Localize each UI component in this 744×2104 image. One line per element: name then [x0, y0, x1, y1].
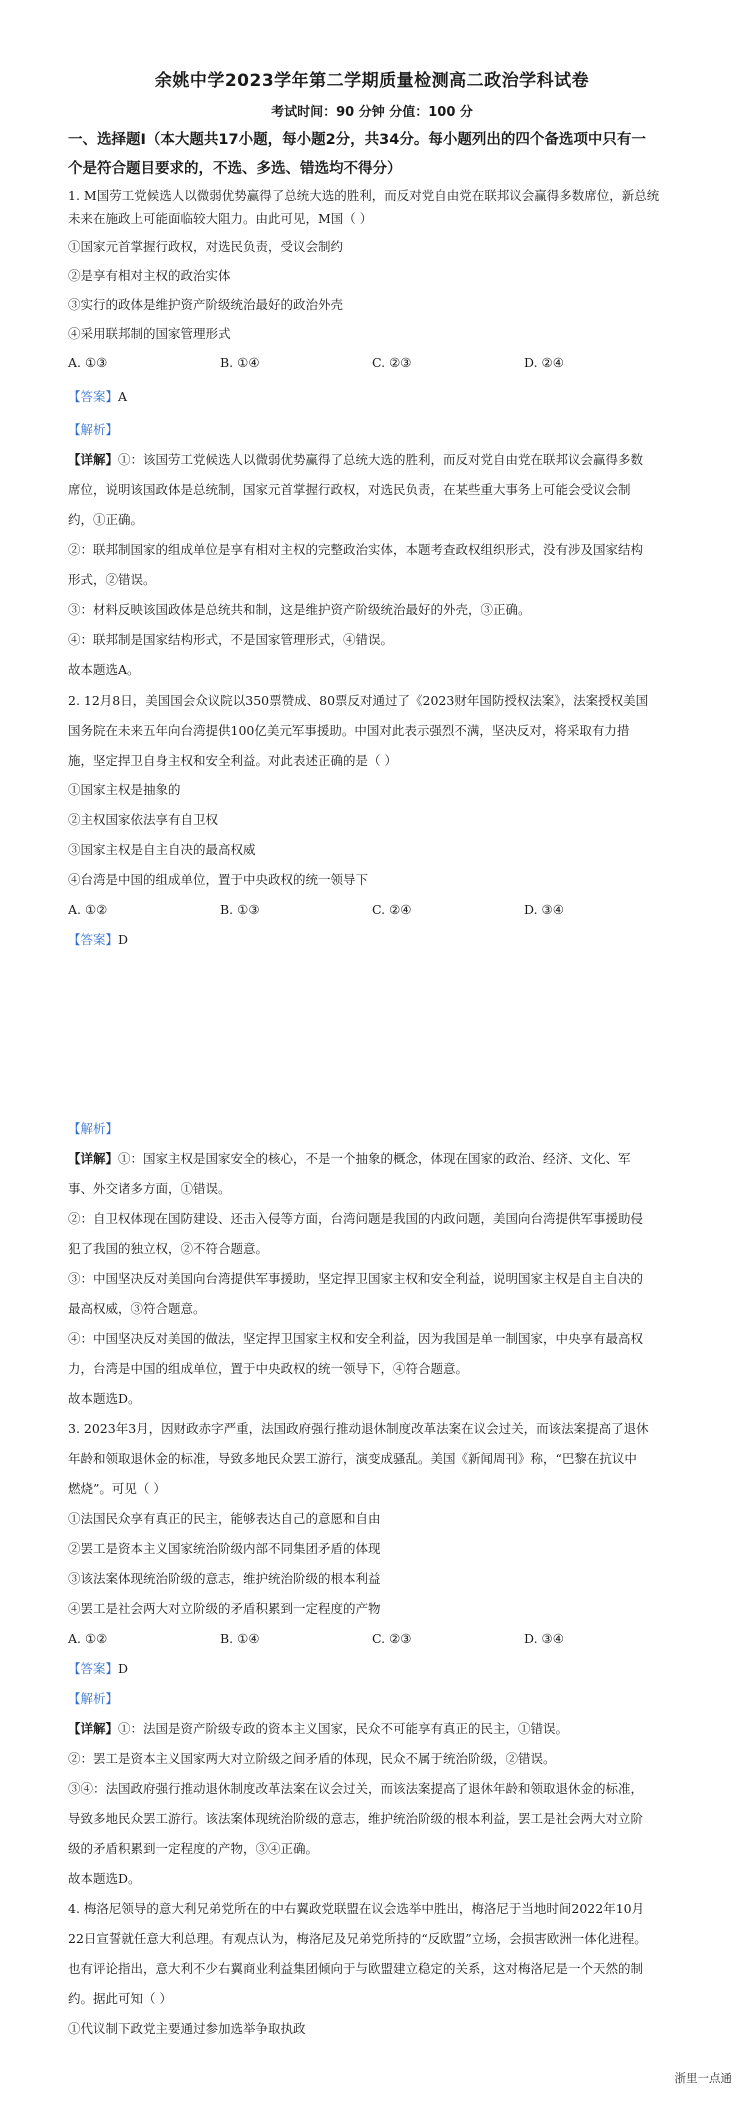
q1-detail-line: ④：联邦制是国家结构形式，不是国家管理形式，④错误。 — [68, 632, 394, 647]
q2-detail-line: 力，台湾是中国的组成单位，置于中央政权的统一领导下，④符合题意。 — [68, 1361, 469, 1376]
q3-item: ②罢工是资本主义国家统治阶级内部不同集团矛盾的体现 — [68, 1541, 381, 1556]
q2-detail-line — [68, 1150, 631, 1168]
q2-option-b: B. ①③ — [220, 902, 260, 917]
q3-detail-line: 级的矛盾积累到一定程度的产物，③④正确。 — [68, 1841, 319, 1856]
q1-detail-line: 形式，②错误。 — [68, 572, 156, 587]
q3-stem-line: 3. 2023年3月，因财政赤字严重，法国政府强行推动退休制度改革法案在议会过关，而该法案提高了退休 — [68, 1421, 649, 1436]
q2-detail-line: 事、外交诸多方面，①错误。 — [68, 1181, 231, 1196]
q2-item: ①国家主权是抽象的 — [68, 782, 181, 797]
q2-detail-line: 最高权威，③符合题意。 — [68, 1301, 206, 1316]
q1-item: ③实行的政体是维护资产阶级统治最好的政治外壳 — [68, 297, 344, 312]
q1-answer — [68, 388, 127, 406]
answer-tag: 【答案】 — [68, 1661, 119, 1676]
q2-item: ③国家主权是自主自决的最高权威 — [68, 842, 256, 857]
section-heading-line: 个是符合题目要求的，不选、多选、错选均不得分） — [68, 161, 402, 177]
q1-stem-line: 1. M国劳工党候选人以微弱优势赢得了总统大选的胜利，而反对党自由党在联邦议会赢得多数席位，新总统 — [68, 188, 660, 203]
q2-option-c: C. ②④ — [372, 902, 412, 917]
q2-detail-line: 故本题选D。 — [68, 1391, 141, 1406]
q2-item: ④台湾是中国的组成单位，置于中央政权的统一领导下 — [68, 872, 369, 887]
detail-tag: 【详解】 — [68, 1151, 119, 1166]
answer-value: D — [118, 932, 129, 947]
q1-analysis-tag: 【解析】 — [68, 422, 119, 437]
q3-option-a: A. ①② — [68, 1631, 108, 1646]
q3-option-c: C. ②③ — [372, 1631, 412, 1646]
detail-text: ①：法国是资产阶级专政的资本主义国家，民众不可能享有真正的民主，①错误。 — [118, 1721, 569, 1736]
q2-option-a: A. ①② — [68, 902, 108, 917]
q3-detail-line: ③④：法国政府强行推动退休制度改革法案在议会过关，而该法案提高了退休年龄和领取退休金的标准， — [68, 1781, 644, 1796]
q2-answer — [68, 931, 128, 949]
q3-detail-line — [68, 1720, 568, 1738]
q2-stem-line: 国务院在未来五年向台湾提供100亿美元军事援助。中国对此表示强烈不满，坚决反对，将采取有力措 — [68, 723, 630, 738]
q1-stem-line: 未来在施政上可能面临较大阻力。由此可见，M国（ ） — [68, 211, 373, 226]
q3-option-d: D. ③④ — [524, 1631, 564, 1646]
q3-item: ④罢工是社会两大对立阶级的矛盾积累到一定程度的产物 — [68, 1601, 381, 1616]
q1-option-c: C. ②③ — [372, 355, 412, 370]
answer-tag: 【答案】 — [68, 932, 119, 947]
q2-stem-line: 施，坚定捍卫自身主权和安全利益。对此表述正确的是（ ） — [68, 753, 397, 768]
q1-detail-line: ②：联邦制国家的组成单位是享有相对主权的完整政治实体，本题考查政权组织形式，没有涉及国家结构 — [68, 542, 644, 557]
q2-analysis-tag: 【解析】 — [68, 1121, 119, 1136]
q3-detail-line: ②：罢工是资本主义国家两大对立阶级之间矛盾的体现，民众不属于统治阶级，②错误。 — [68, 1751, 556, 1766]
detail-tag: 【详解】 — [68, 452, 119, 467]
answer-value: D — [118, 1661, 129, 1676]
q2-option-d: D. ③④ — [524, 902, 564, 917]
q3-stem-line: 年龄和领取退休金的标准，导致多地民众罢工游行，演变成骚乱。美国《新闻周刊》称，“巴黎在抗议中 — [68, 1451, 637, 1466]
q4-stem-line: 4. 梅洛尼领导的意大利兄弟党所在的中右翼政党联盟在议会选举中胜出，梅洛尼于当地时间2022年10月 — [68, 1901, 645, 1916]
q3-item: ③该法案体现统治阶级的意志，维护统治阶级的根本利益 — [68, 1571, 381, 1586]
q3-option-b: B. ①④ — [220, 1631, 260, 1646]
section-heading-line: 一、选择题Ⅰ（本大题共17小题，每小题2分，共34分。每小题列出的四个备选项中只有一 — [68, 132, 646, 148]
q4-stem-line: 约。据此可知（ ） — [68, 1991, 172, 2006]
q1-detail-line: 席位，说明该国政体是总统制，国家元首掌握行政权，对选民负责，在某些重大事务上可能会受议会制 — [68, 482, 631, 497]
q4-stem-line: 也有评论指出，意大利不少右翼商业利益集团倾向于与欧盟建立稳定的关系，这对梅洛尼是一个天然的制 — [68, 1961, 644, 1976]
q2-detail-line: ④：中国坚决反对美国的做法，坚定捍卫国家主权和安全利益，因为我国是单一制国家，中央享有最高权 — [68, 1331, 644, 1346]
q2-stem-line: 2. 12月8日，美国国会众议院以350票赞成、80票反对通过了《2023财年国防授权法案》，法案授权美国 — [68, 693, 649, 708]
q2-item: ②主权国家依法享有自卫权 — [68, 812, 219, 827]
detail-text: ①：该国劳工党候选人以微弱优势赢得了总统大选的胜利，而反对党自由党在联邦议会赢得多数 — [118, 452, 644, 467]
detail-text: ①：国家主权是国家安全的核心，不是一个抽象的概念，体现在国家的政治、经济、文化、军 — [118, 1151, 631, 1166]
q1-item: ④采用联邦制的国家管理形式 — [68, 326, 231, 341]
q3-item: ①法国民众享有真正的民主，能够表达自己的意愿和自由 — [68, 1511, 381, 1526]
q2-detail-line: ③：中国坚决反对美国向台湾提供军事援助，坚定捍卫国家主权和安全利益，说明国家主权是自主自决的 — [68, 1271, 644, 1286]
q3-analysis-tag: 【解析】 — [68, 1691, 119, 1706]
section-heading — [68, 126, 682, 184]
q3-stem-line: 燃烧”。可见（ ） — [68, 1481, 166, 1496]
q1-detail-line: ③：材料反映该国政体是总统共和制，这是维护资产阶级统治最好的外壳，③正确。 — [68, 602, 531, 617]
exam-title: 余姚中学2023学年第二学期质量检测高二政治学科试卷 — [154, 71, 590, 91]
footer-watermark: 浙里一点通 — [674, 2071, 732, 2085]
q2-detail-line: ②：自卫权体现在国防建设、还击入侵等方面，台湾问题是我国的内政问题，美国向台湾提供军事援助侵 — [68, 1211, 644, 1226]
detail-tag: 【详解】 — [68, 1721, 119, 1736]
q3-detail-line: 故本题选D。 — [68, 1871, 141, 1886]
q1-detail-line: 故本题选A。 — [68, 662, 140, 677]
exam-subtitle: 考试时间：90 分钟 分值：100 分 — [271, 105, 473, 120]
q4-item: ①代议制下政党主要通过参加选举争取执政 — [68, 2021, 306, 2036]
q1-detail-line — [68, 451, 643, 469]
q1-detail-line: 约，①正确。 — [68, 512, 144, 527]
q1-option-a: A. ①③ — [68, 355, 108, 370]
q1-option-d: D. ②④ — [524, 355, 564, 370]
q1-item: ①国家元首掌握行政权，对选民负责，受议会制约 — [68, 239, 344, 254]
q1-item: ②是享有相对主权的政治实体 — [68, 268, 231, 283]
q1-option-b: B. ①④ — [220, 355, 260, 370]
q2-detail-line: 犯了我国的独立权，②不符合题意。 — [68, 1241, 269, 1256]
answer-tag: 【答案】 — [68, 389, 119, 404]
q3-answer — [68, 1660, 128, 1678]
answer-value: A — [118, 389, 128, 404]
q4-stem-line: 22日宣誓就任意大利总理。有观点认为，梅洛尼及兄弟党所持的“反欧盟”立场，会损害欧洲一体化进程。 — [68, 1931, 647, 1946]
q3-detail-line: 导致多地民众罢工游行。该法案体现统治阶级的意志，维护统治阶级的根本利益，罢工是社会两大对立阶 — [68, 1811, 644, 1826]
